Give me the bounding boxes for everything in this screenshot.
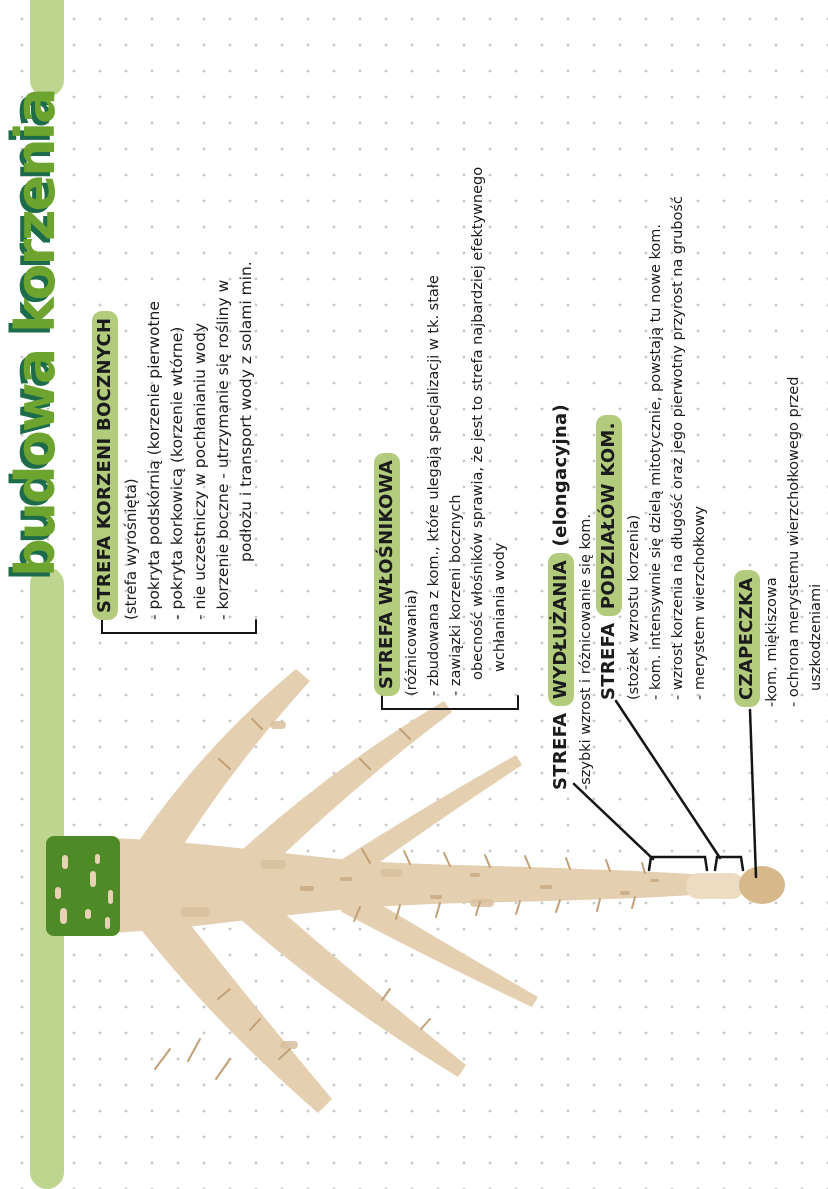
section-header — [376, 167, 397, 696]
section-bracket-korzenie-boczne — [102, 620, 256, 633]
bullet-line: -szybki wzrost i różnicowanie się kom. — [578, 514, 594, 790]
header-highlight: PODZIAŁÓW KOM. — [596, 415, 622, 616]
bullet-line: - nie uczestniczy w pochłanianiu wody — [191, 322, 209, 620]
bullet-continuation: wchłaniania wody — [492, 542, 508, 672]
section-strefa-wydluzania — [550, 404, 600, 790]
pointer-line-wydluzania — [574, 784, 653, 859]
header-highlight: WYDŁUŻANIA — [548, 553, 574, 706]
pointer-line-czapeczka — [750, 710, 756, 877]
bullet-line: - pokryta podskórnią (korzenie pierwotne — [145, 301, 163, 620]
section-header — [598, 196, 619, 700]
section-strefa-podzialow — [598, 196, 714, 700]
bullet-continuation: uszkodzeniami — [808, 583, 824, 691]
bullet-line: - wzrost korzenia na długość oraz jego pierwotny przyrost na grubość — [670, 196, 686, 700]
section-header — [94, 261, 115, 620]
root-cap — [739, 866, 785, 904]
header-highlight: STREFA KORZENI BOCZNYCH — [92, 311, 118, 620]
bullet-line: obecność włośników sprawia, że jest to strefa najbardziej efektywnego — [470, 166, 486, 680]
bullet-line: - kom. intensywnie się dzielą mitotycznie, powstają tu nowe kom. — [648, 223, 664, 700]
root-elongation-zone — [686, 873, 744, 899]
bullet-line: -kom. miękiszowa — [764, 577, 780, 707]
stem-stub — [46, 836, 120, 936]
section-bracket-wlosnikowa — [382, 696, 518, 709]
bullet-line: - ochrona merystemu wierzchołkowego przed — [786, 376, 802, 707]
section-czapeczka — [736, 377, 828, 707]
bullet-continuation: podłożu i transport wody z solami min. — [237, 261, 255, 562]
section-header — [736, 377, 757, 707]
header-prefix: STREFA — [550, 706, 571, 790]
section-subheader: (stożek wzrostu korzenia) — [626, 514, 642, 700]
header-highlight: STREFA WŁOŚNIKOWA — [374, 453, 400, 696]
header-highlight: CZAPECZKA — [734, 570, 760, 707]
section-header — [550, 404, 571, 790]
bullet-line: - merystem wierzchołkowy — [692, 505, 708, 700]
header-suffix: (elongacyjna) — [550, 403, 571, 554]
pointer-line-podzialow — [616, 701, 720, 858]
bullet-line: - pokryta korkowicą (korzenie wtórne) — [168, 326, 186, 620]
section-subheader: (strefa wyrośnięta) — [122, 478, 140, 620]
bullet-line: - zbudowana z kom., które ulegają specjalizacji w tk. stałe — [426, 275, 442, 696]
section-subheader: (różnicowania) — [404, 589, 420, 696]
bullet-line: - korzenie boczne - utrzymanie się rośliny w — [214, 279, 232, 620]
section-strefa-wlosnikowa — [376, 167, 514, 696]
page-title: budowa korzenia — [4, 89, 67, 577]
bullet-line: - zawiązki korzeni bocznych — [448, 494, 464, 696]
elongation-zone-bracket — [649, 857, 707, 870]
header-prefix: STREFA — [598, 616, 619, 700]
section-strefa-korzeni-bocznych — [94, 261, 260, 620]
